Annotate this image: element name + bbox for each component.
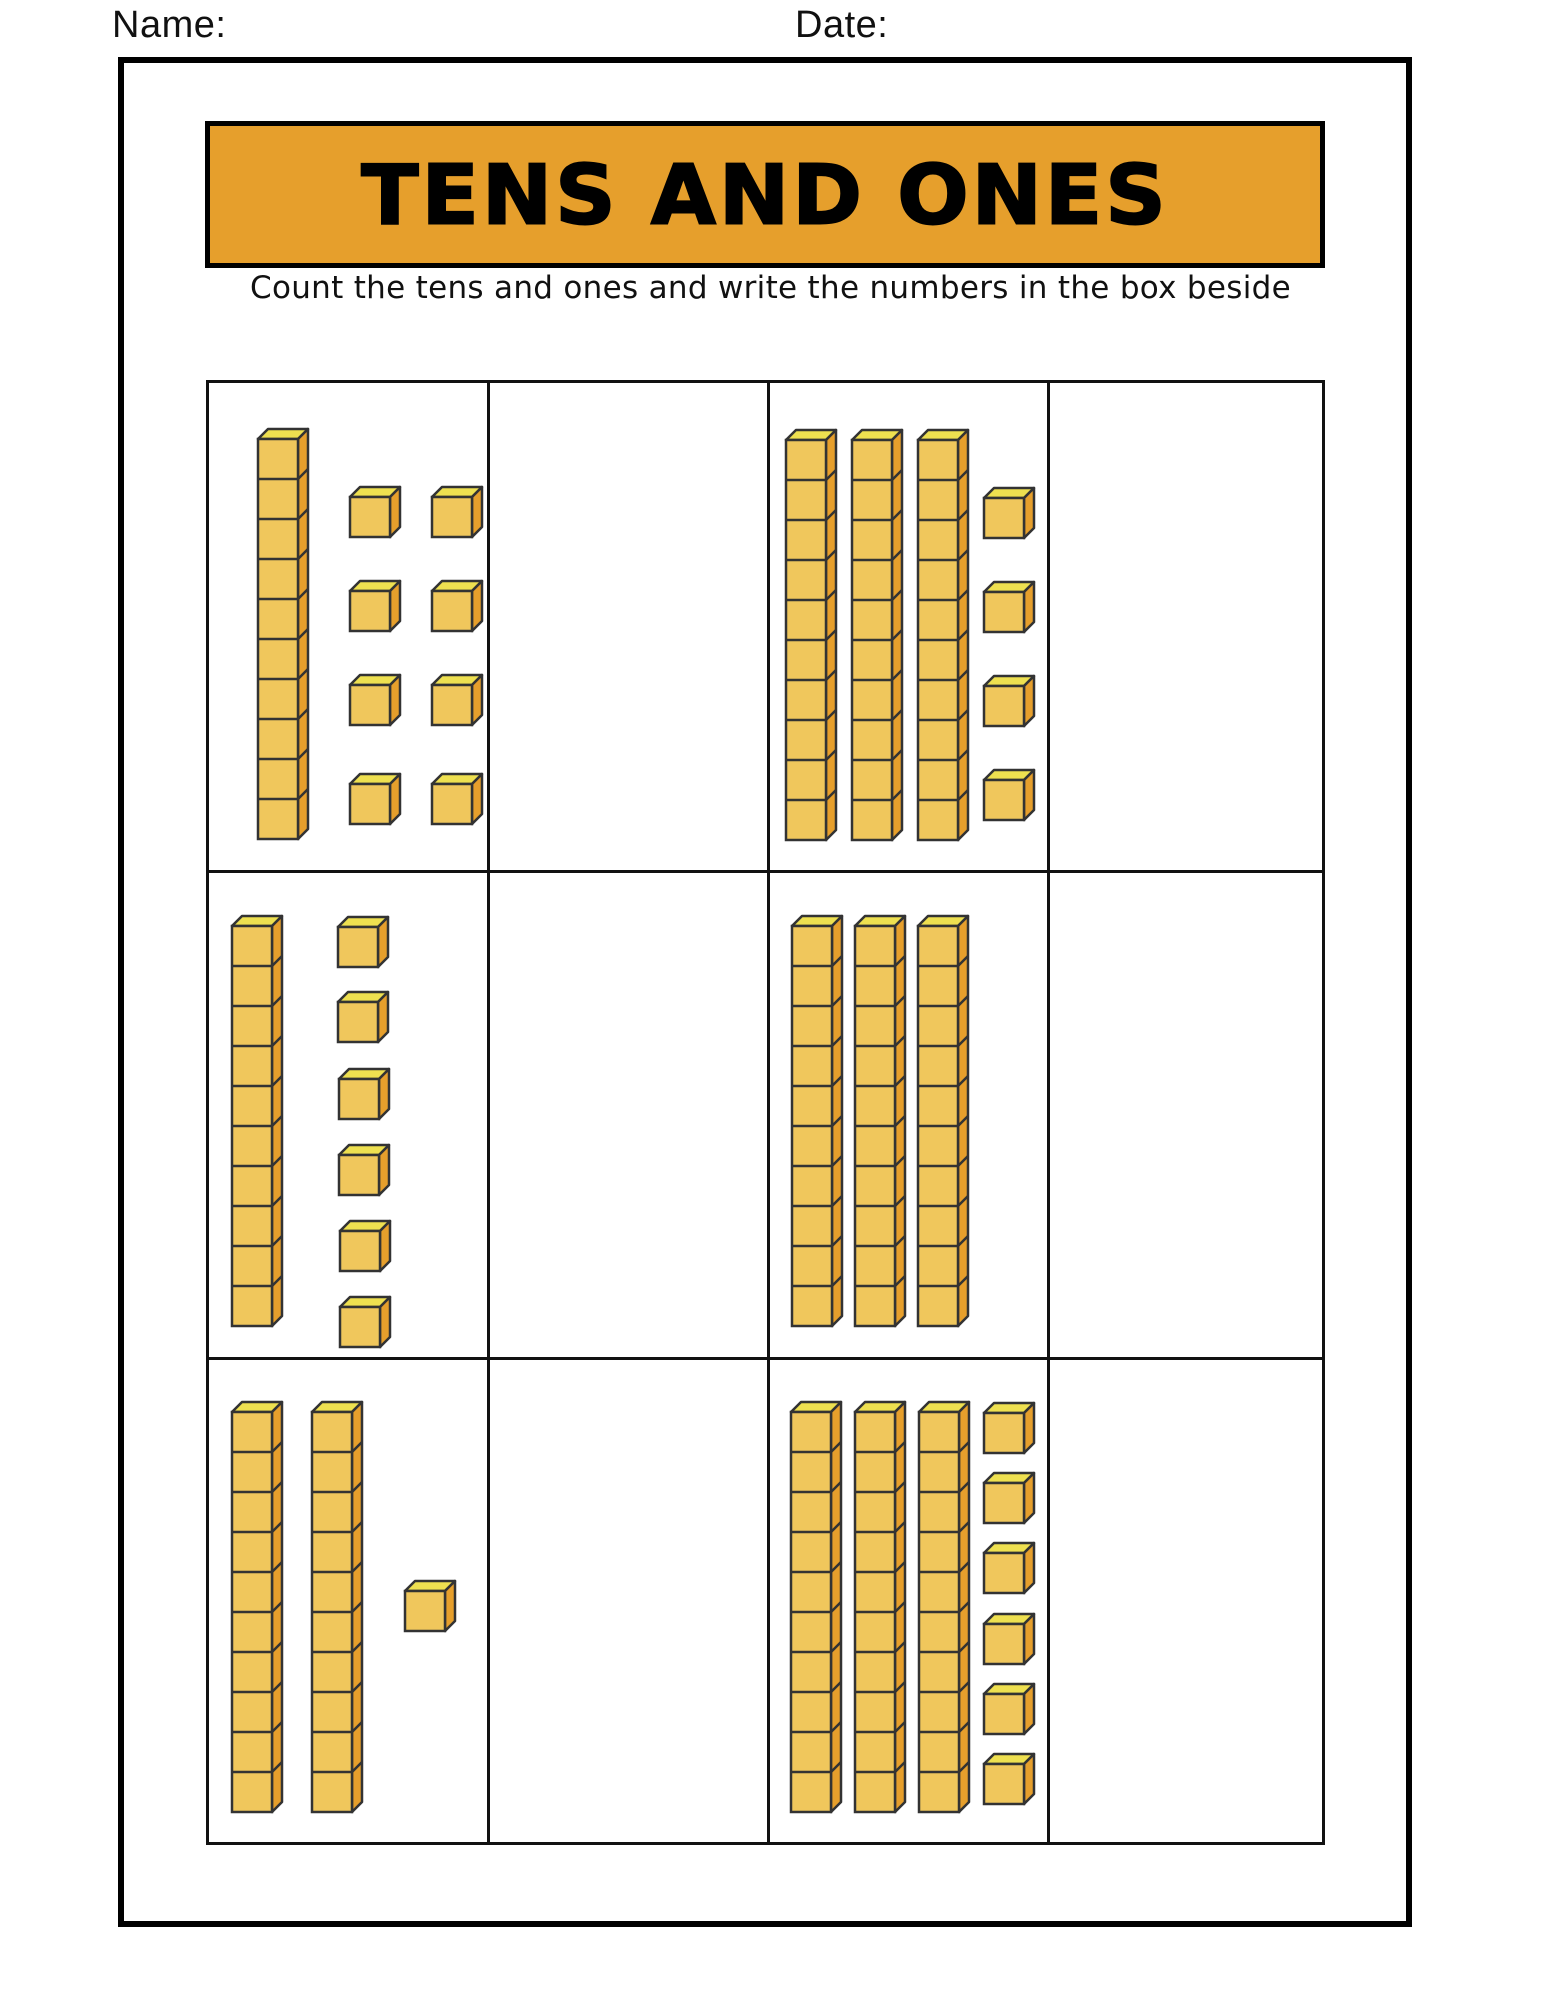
problem-4-blocks (792, 916, 968, 1326)
problem-5-blocks (232, 1402, 455, 1812)
ten-rod-icon (312, 1402, 362, 1812)
ten-rod-icon (855, 916, 905, 1326)
unit-cube-icon (339, 1069, 389, 1119)
unit-cube-icon (984, 1614, 1034, 1664)
unit-cube-icon (984, 1754, 1034, 1804)
ten-rod-icon (919, 1402, 969, 1812)
ten-rod-icon (852, 430, 902, 840)
unit-cube-icon (984, 770, 1034, 820)
unit-cube-icon (432, 581, 482, 631)
unit-cube-icon (984, 1543, 1034, 1593)
ten-rod-icon (786, 430, 836, 840)
ten-rod-icon (918, 430, 968, 840)
problem-3-blocks (232, 916, 390, 1347)
unit-cube-icon (339, 1145, 389, 1195)
unit-cube-icon (984, 488, 1034, 538)
unit-cube-icon (405, 1581, 455, 1631)
problem-1-blocks (258, 429, 482, 839)
unit-cube-icon (984, 1684, 1034, 1734)
name-label: Name: (112, 4, 227, 46)
ten-rod-icon (918, 916, 968, 1326)
unit-cube-icon (432, 675, 482, 725)
unit-cube-icon (350, 581, 400, 631)
unit-cube-icon (350, 487, 400, 537)
ten-rod-icon (258, 429, 308, 839)
date-label: Date: (795, 4, 889, 46)
page-title: TENS AND ONES (361, 146, 1169, 243)
unit-cube-icon (338, 992, 388, 1042)
ten-rod-icon (791, 1402, 841, 1812)
ten-rod-icon (855, 1402, 905, 1812)
unit-cube-icon (350, 774, 400, 824)
ten-rod-icon (232, 916, 282, 1326)
unit-cube-icon (350, 675, 400, 725)
unit-cube-icon (340, 1221, 390, 1271)
unit-cube-icon (432, 487, 482, 537)
problem-6-blocks (791, 1402, 1034, 1812)
ten-rod-icon (232, 1402, 282, 1812)
instructions: Count the tens and ones and write the numbers in the box beside (250, 270, 1291, 306)
ten-rod-icon (792, 916, 842, 1326)
problem-2-blocks (786, 430, 1034, 840)
unit-cube-icon (984, 1403, 1034, 1453)
unit-cube-icon (340, 1297, 390, 1347)
unit-cube-icon (338, 917, 388, 967)
unit-cube-icon (984, 582, 1034, 632)
unit-cube-icon (984, 676, 1034, 726)
unit-cube-icon (432, 774, 482, 824)
unit-cube-icon (984, 1473, 1034, 1523)
